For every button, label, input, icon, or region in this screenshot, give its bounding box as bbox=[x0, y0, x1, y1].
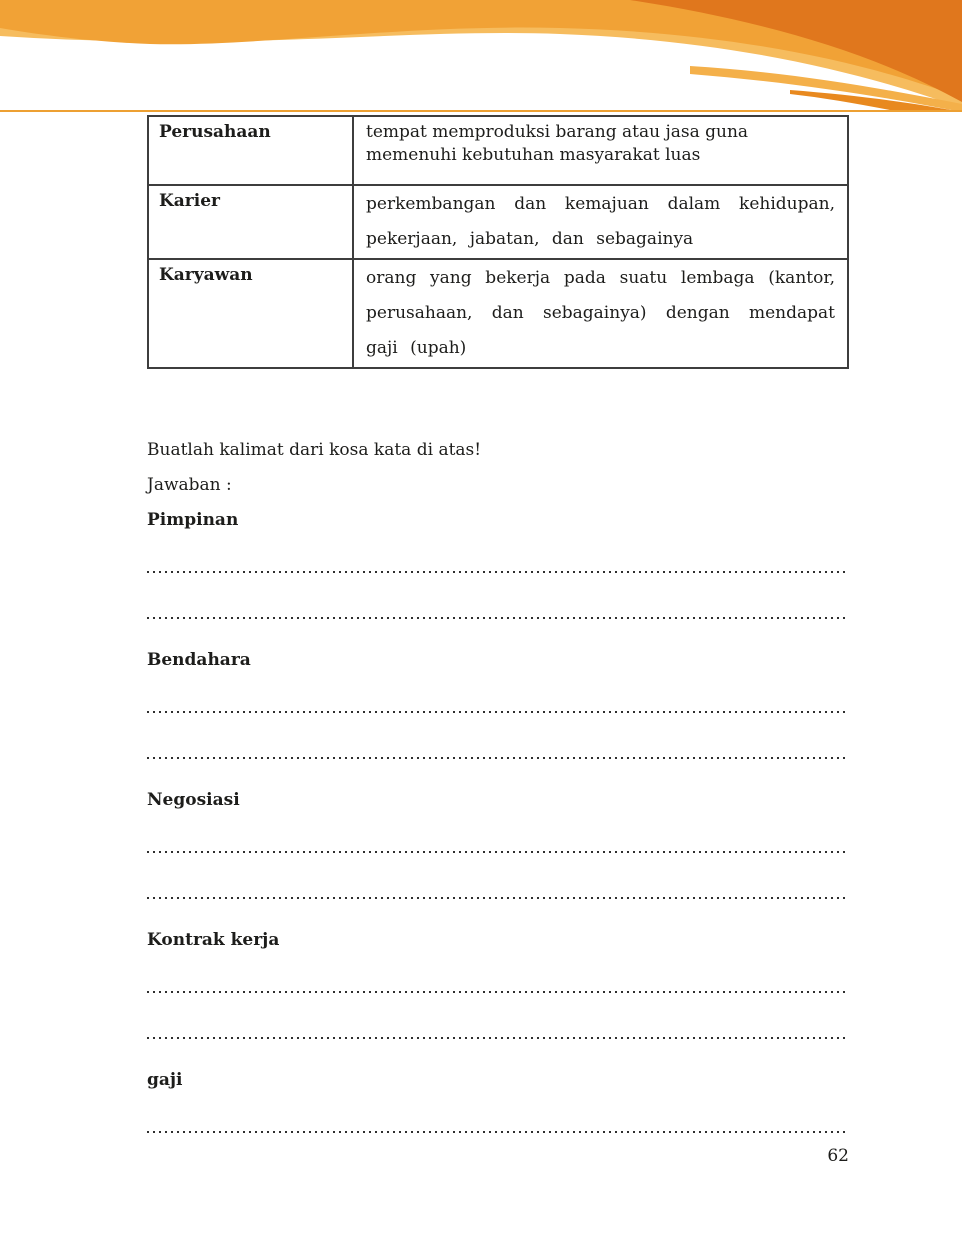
vocab-row bbox=[148, 259, 848, 368]
vocab-term: Perusahaan bbox=[148, 116, 353, 185]
vocab-definition: tempat memproduksi barang atau jasa guna memenuhi kebutuhan masyarakat luas bbox=[353, 116, 848, 185]
page-number: 62 bbox=[827, 1146, 849, 1166]
answer-dotted-line bbox=[147, 897, 849, 899]
vocab-row bbox=[148, 185, 848, 259]
answer-dotted-line bbox=[147, 711, 849, 713]
vocab-word-label: gaji bbox=[147, 1070, 183, 1090]
instruction-text: Buatlah kalimat dari kosa kata di atas! bbox=[147, 440, 482, 460]
answer-dotted-line bbox=[147, 617, 849, 619]
vocab-word-label: Kontrak kerja bbox=[147, 930, 280, 950]
answer-dotted-line bbox=[147, 1037, 849, 1039]
answer-dotted-line bbox=[147, 571, 849, 573]
vocab-word-label: Negosiasi bbox=[147, 790, 240, 810]
answer-item bbox=[147, 1069, 849, 1133]
vocabulary-table bbox=[147, 115, 849, 369]
answer-heading: Jawaban : bbox=[147, 475, 232, 495]
answer-dotted-line bbox=[147, 757, 849, 759]
vocab-word-label: Pimpinan bbox=[147, 510, 239, 530]
answer-item bbox=[147, 929, 849, 1039]
answer-dotted-line bbox=[147, 1131, 849, 1133]
vocab-row bbox=[148, 116, 848, 185]
vocab-term: Karyawan bbox=[148, 259, 353, 368]
answer-dotted-line bbox=[147, 851, 849, 853]
answer-item bbox=[147, 789, 849, 899]
vocab-word-label: Bendahara bbox=[147, 650, 251, 670]
vocab-definition: orang yang bekerja pada suatu lembaga (kantor, perusahaan, dan sebagainya) dengan mendapat gaji (upah) bbox=[353, 259, 848, 368]
answer-dotted-line bbox=[147, 991, 849, 993]
vocab-definition: perkembangan dan kemajuan dalam kehidupan, pekerjaan, jabatan, dan sebagainya bbox=[353, 185, 848, 259]
page-content bbox=[147, 0, 849, 1167]
vocab-term: Karier bbox=[148, 185, 353, 259]
answer-item bbox=[147, 509, 849, 619]
answer-item bbox=[147, 649, 849, 759]
